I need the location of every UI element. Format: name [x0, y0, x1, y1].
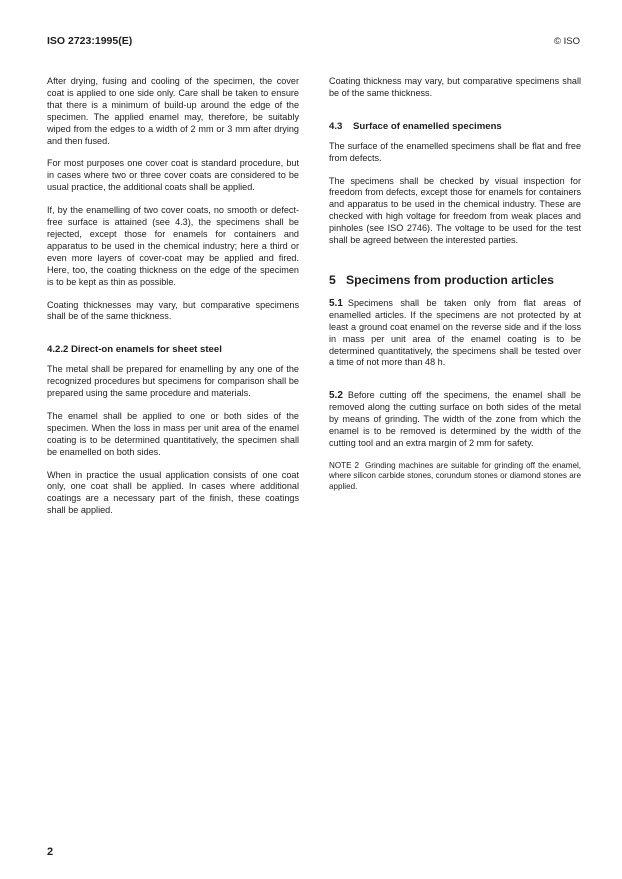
section-title: Specimens from production articles: [346, 272, 554, 287]
section-title: Direct-on enamels for sheet steel: [71, 344, 222, 356]
clause-text: Before cutting off the specimens, the enamel shall be removed along the cutting surface on both sides of the metal by means of grinding. The width of the zone from which the enamel is to be removed is determined by the width of the cutting tool and an extra margin of 2 mm for safety.: [329, 390, 581, 448]
copyright: © ISO: [553, 36, 580, 47]
clause-number: 5.2: [329, 390, 343, 402]
clause-5-1: [329, 298, 581, 369]
paragraph: The surface of the enamelled specimens shall be flat and free from defects.: [329, 140, 581, 163]
right-column: [329, 76, 581, 504]
standard-id: ISO 2723:1995(E): [47, 35, 133, 47]
paragraph: Coating thickness may vary, but comparative specimens shall be of the same thickness.: [329, 76, 581, 98]
section-heading-5: [329, 272, 581, 287]
paragraph: For most purposes one cover coat is standard procedure, but in cases where two or three cover coats are considered to be usual practice, the additional coats shall be applied.: [47, 158, 299, 193]
left-column: [47, 76, 299, 528]
section-number: 5: [329, 272, 336, 287]
section-heading-4-3: [329, 121, 581, 133]
note-label: NOTE 2: [329, 460, 359, 470]
paragraph: The metal shall be prepared for enamelling by any one of the recognized procedures but specimens for comparison shall be prepared using the same procedure and materials.: [47, 364, 299, 399]
paragraph: If, by the enamelling of two cover coats, no smooth or defect-free surface is attained (see 4.3), the specimens shall be rejected, except those for enamels for containers and apparatus to be used in the chemical industry; here a third or even more layers of cover-coat may be applied and fired. Here, too, the coating thickness on the edge of the specimen is to be kept as thin as possible.: [47, 205, 299, 287]
paragraph: The enamel shall be applied to one or both sides of the specimen. When the loss in mass per unit area of the enamel coating is to be determined quantitatively, the specimen shall be enamelled on both sides.: [47, 410, 299, 457]
section-number: 4.3: [329, 120, 343, 132]
page-number: 2: [47, 846, 54, 858]
section-number: 4.2.2: [47, 344, 69, 356]
section-title: Surface of enamelled specimens: [353, 120, 502, 132]
paragraph: The specimens shall be checked by visual inspection for freedom from defects, except those for enamels for containers and apparatus to be used in the chemical industry. These are checked with high voltage for freedom from weak places and pinholes (see ISO 2746). The voltage to be used for the test shall be agreed between the interested parties.: [329, 175, 581, 246]
paragraph: When in practice the usual application consists of one coat only, one coat shall be applied. In cases where additional coatings are a necessary part of the finish, these coatings shall be applied.: [47, 469, 299, 516]
paragraph: After drying, fusing and cooling of the specimen, the cover coat is applied to one side only. Care shall be taken to ensure that there is a minimum of build-up around the edge of the specimen. The applied enamel may, therefore, be suitably wiped from the edges to a width of 2 mm or 3 mm after drying and then fused.: [47, 76, 299, 146]
section-heading-4-2-2: [47, 344, 299, 356]
clause-text: Specimens shall be taken only from flat areas of enamelled articles. If the specimens are not protected by at least a ground coat enamel on the reverse side and if the loss in mass per unit area of the enamel coating is to be determined quantitatively, the specimens shall be tested over a time of not more than 48 h.: [329, 297, 581, 368]
note-2: [329, 461, 581, 493]
clause-number: 5.1: [329, 297, 343, 309]
note-text: Grinding machines are suitable for grinding off the enamel, where silicon carbide stones, corundum stones or diamond stones are applied.: [329, 460, 582, 492]
paragraph: Coating thicknesses may vary, but comparative specimens shall be of the same thickness.: [47, 299, 299, 322]
clause-5-2: [329, 390, 581, 450]
